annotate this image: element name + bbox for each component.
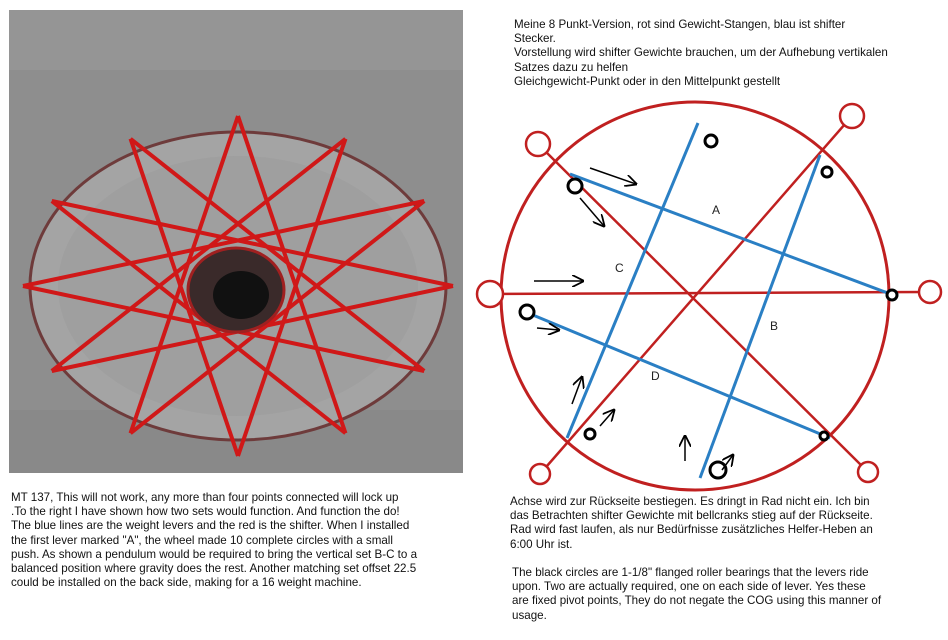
caption-left: MT 137, This will not work, any more than four points connected will lock up .To the right I have shown how two sets would function. And function the do! The blue lines are the weight levers and the red is the shifter. When I installed the first lever marked "A", the wheel made 10 complete circles with a small push. As shown a pendulum would be required to bring the vertical set B-C to a balanced position where gravity does the rest. Another matching set offset 22.5 could be installed on the back side, making for a 16 weight machine. <box>11 491 418 590</box>
lever-a <box>570 174 893 295</box>
bearing <box>820 432 828 440</box>
english-bottom-text: The black circles are 1-1/8" flanged roller bearings that the levers ride upon. Two are actually required, one on each side of lever. Yes these are fixed pivot points, They do not negate the COG using this manner of usage. <box>512 566 882 622</box>
rod-end-weight <box>858 462 878 482</box>
arrow-icon <box>580 198 604 226</box>
bearing <box>705 135 717 147</box>
rod-end-weight <box>530 464 550 484</box>
label-d: D <box>651 369 660 383</box>
german-intro-text: Meine 8 Punkt-Version, rot sind Gewicht-Stangen, blau ist shifter Stecker. Vorstellung wird shifter Gewichte brauchen, um der Aufhebung vertikalen Satzes dazu zu helfen Gleichgewicht-Punkt oder in den Mittelpunkt gestellt <box>514 18 888 88</box>
rod-end-weight <box>526 132 550 156</box>
arrow-icon <box>600 410 614 426</box>
bearing <box>568 179 582 193</box>
eight-point-diagram <box>470 96 948 496</box>
bearing <box>585 429 595 439</box>
label-b: B <box>770 319 779 333</box>
lever-c <box>567 123 698 438</box>
arrow-icon <box>572 377 582 404</box>
arrow-icon <box>537 328 559 330</box>
weight-rods <box>490 116 930 474</box>
weight-rod <box>490 292 930 294</box>
rod-end-weight <box>840 104 864 128</box>
bearing <box>710 462 726 478</box>
bearing <box>520 305 534 319</box>
star-wheel-photo <box>9 10 463 473</box>
motion-arrows <box>534 168 733 470</box>
label-c: C <box>615 261 624 275</box>
rod-end-weight <box>477 281 503 307</box>
arrow-icon <box>590 168 636 184</box>
bearing <box>822 167 832 177</box>
weight-rod <box>538 144 868 472</box>
bearing <box>887 290 897 300</box>
weight-rod <box>540 116 852 474</box>
label-a: A <box>712 203 721 217</box>
rod-end-weight <box>919 281 941 303</box>
german-bottom-text: Achse wird zur Rückseite bestiegen. Es dringt in Rad nicht ein. Ich bin das Betrachten shifter Gewichte mit bellcranks stieg auf der Rückseite. Rad wird fast laufen, als nur Bedürfnisse zusätzliches Helfer-Heben an 6:00 Uhr ist. <box>510 495 873 551</box>
